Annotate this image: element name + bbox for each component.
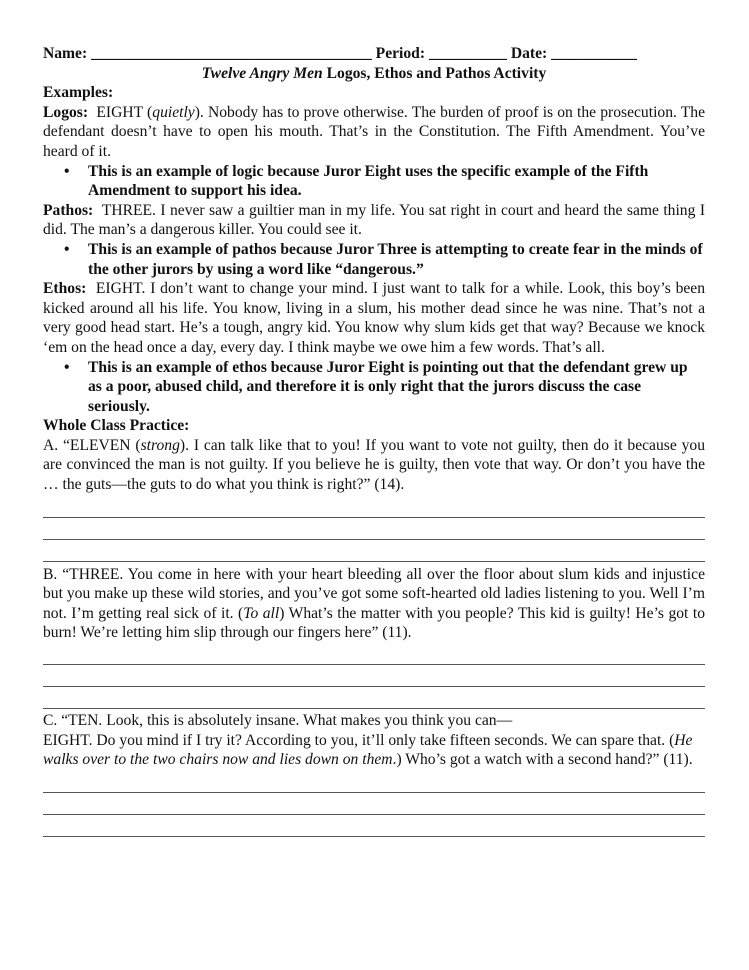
answer-line[interactable] [43, 836, 705, 837]
ethos-example [43, 279, 705, 357]
practice-b-pre: B. “THREE. You come in here with your heart bleeding all over the floor about slum kids and injustice but you make up these wild stories, and you’ve got some soft-hearted old ladies listening to you. Well I’m not. I’m getting real sick of it. ( [43, 565, 705, 622]
date-label: Date: [510, 45, 548, 62]
period-label: Period: [375, 45, 426, 62]
ethos-bullet [64, 358, 705, 417]
answer-lines-b [43, 643, 705, 711]
examples-heading: Examples: [43, 84, 114, 102]
practice-a-direction: strong [140, 436, 180, 454]
pathos-bullet-text: This is an example of pathos because Juror Three is attempting to create fear in the minds of the other jurors by using a word like “dangerous.” [88, 240, 703, 278]
logos-speaker: EIGHT ( [96, 103, 153, 121]
ethos-bullet-text: This is an example of ethos because Juror Eight is pointing out that the defendant grew up as a poor, abused child, and therefore it is only right that the jurors discuss the case seriously. [88, 358, 688, 415]
page-title [43, 64, 705, 84]
pathos-label: Pathos: [43, 201, 94, 219]
practice-c [43, 731, 705, 770]
ethos-bullet-list [43, 358, 705, 417]
pathos-bullet [64, 240, 705, 279]
ethos-label: Ethos: [43, 280, 87, 298]
header-row [43, 44, 705, 64]
answer-line[interactable] [43, 539, 705, 540]
answer-line[interactable] [43, 686, 705, 687]
practice-a-pre: A. “ELEVEN ( [43, 436, 141, 454]
ethos-text: EIGHT. I don’t want to change your mind. I just want to talk for a while. Look, this boy’s been kicked around all his life. You know, living in a slum, his mother dead since he was nine. That’s not a very good head start. He’s a tough, angry kid. You know why slum kids get that way? Because we knock ‘em on the head once a day, every day. I think maybe we owe him a few words. That’s all. [43, 280, 706, 356]
date-blank[interactable]: ___________ [551, 45, 637, 62]
answer-line[interactable] [43, 561, 705, 562]
logos-direction: quietly [152, 103, 195, 121]
logos-text: ). Nobody has to prove otherwise. The burden of proof is on the prosecution. The defendant doesn’t have to open his mouth. That’s in the Constitution. The Fifth Amendment. You’ve heard of it. [43, 103, 706, 160]
name-blank[interactable]: ____________________________________ [91, 45, 372, 62]
period-blank[interactable]: __________ [428, 45, 507, 62]
practice-c-direction: He walks over to the two chairs now and lies down on them [43, 731, 693, 769]
practice-b-text: ) What’s the matter with you people? This kid is guilty! He’s got to burn! We’re letting him slip through our fingers here” (11). [43, 604, 705, 642]
answer-line[interactable] [43, 792, 705, 793]
bullet-icon: • [64, 162, 70, 180]
practice-a-text: ). I can talk like that to you! If you want to vote not guilty, then do it because you are convinced the man is not guilty. If you believe he is guilty, then vote that way. Or don’t you have the … the guts—the guts to do what you think is right?” (14). [43, 436, 705, 494]
name-label: Name: [43, 45, 88, 62]
pathos-text: THREE. I never saw a guiltier man in my life. You sat right in court and heard the same thing I did. The man’s a dangerous killer. You could see it. [43, 201, 706, 239]
logos-label: Logos: [43, 103, 89, 121]
pathos-bullet-list [43, 240, 705, 279]
answer-lines-a [43, 495, 705, 565]
bullet-icon: • [64, 240, 70, 258]
logos-bullet [64, 162, 705, 201]
answer-line[interactable] [43, 517, 705, 518]
practice-c-pre: EIGHT. Do you mind if I try it? According to you, it’ll only take fifteen seconds. We can spare that. ( [43, 731, 675, 749]
practice-a [43, 436, 705, 495]
answer-line[interactable] [43, 664, 705, 665]
title-italic: Twelve Angry Men [201, 64, 323, 82]
practice-heading: Whole Class Practice: [43, 417, 190, 435]
logos-bullet-text: This is an example of logic because Juror Eight uses the specific example of the Fifth Amendment to support his idea. [88, 162, 649, 200]
answer-line[interactable] [43, 814, 705, 815]
logos-example [43, 103, 705, 162]
practice-c-text: .) Who’s got a watch with a second hand?” (11). [392, 751, 693, 769]
bullet-icon: • [64, 358, 70, 376]
worksheet-page [43, 44, 705, 840]
practice-b-direction: To all [243, 604, 280, 622]
pathos-example [43, 201, 705, 240]
practice-b [43, 565, 705, 643]
practice-c-line1: C. “TEN. Look, this is absolutely insane. What makes you think you can— [43, 712, 513, 730]
answer-lines-c [43, 770, 705, 840]
logos-bullet-list [43, 162, 705, 201]
answer-line[interactable] [43, 708, 705, 709]
title-rest: Logos, Ethos and Pathos Activity [322, 64, 547, 82]
